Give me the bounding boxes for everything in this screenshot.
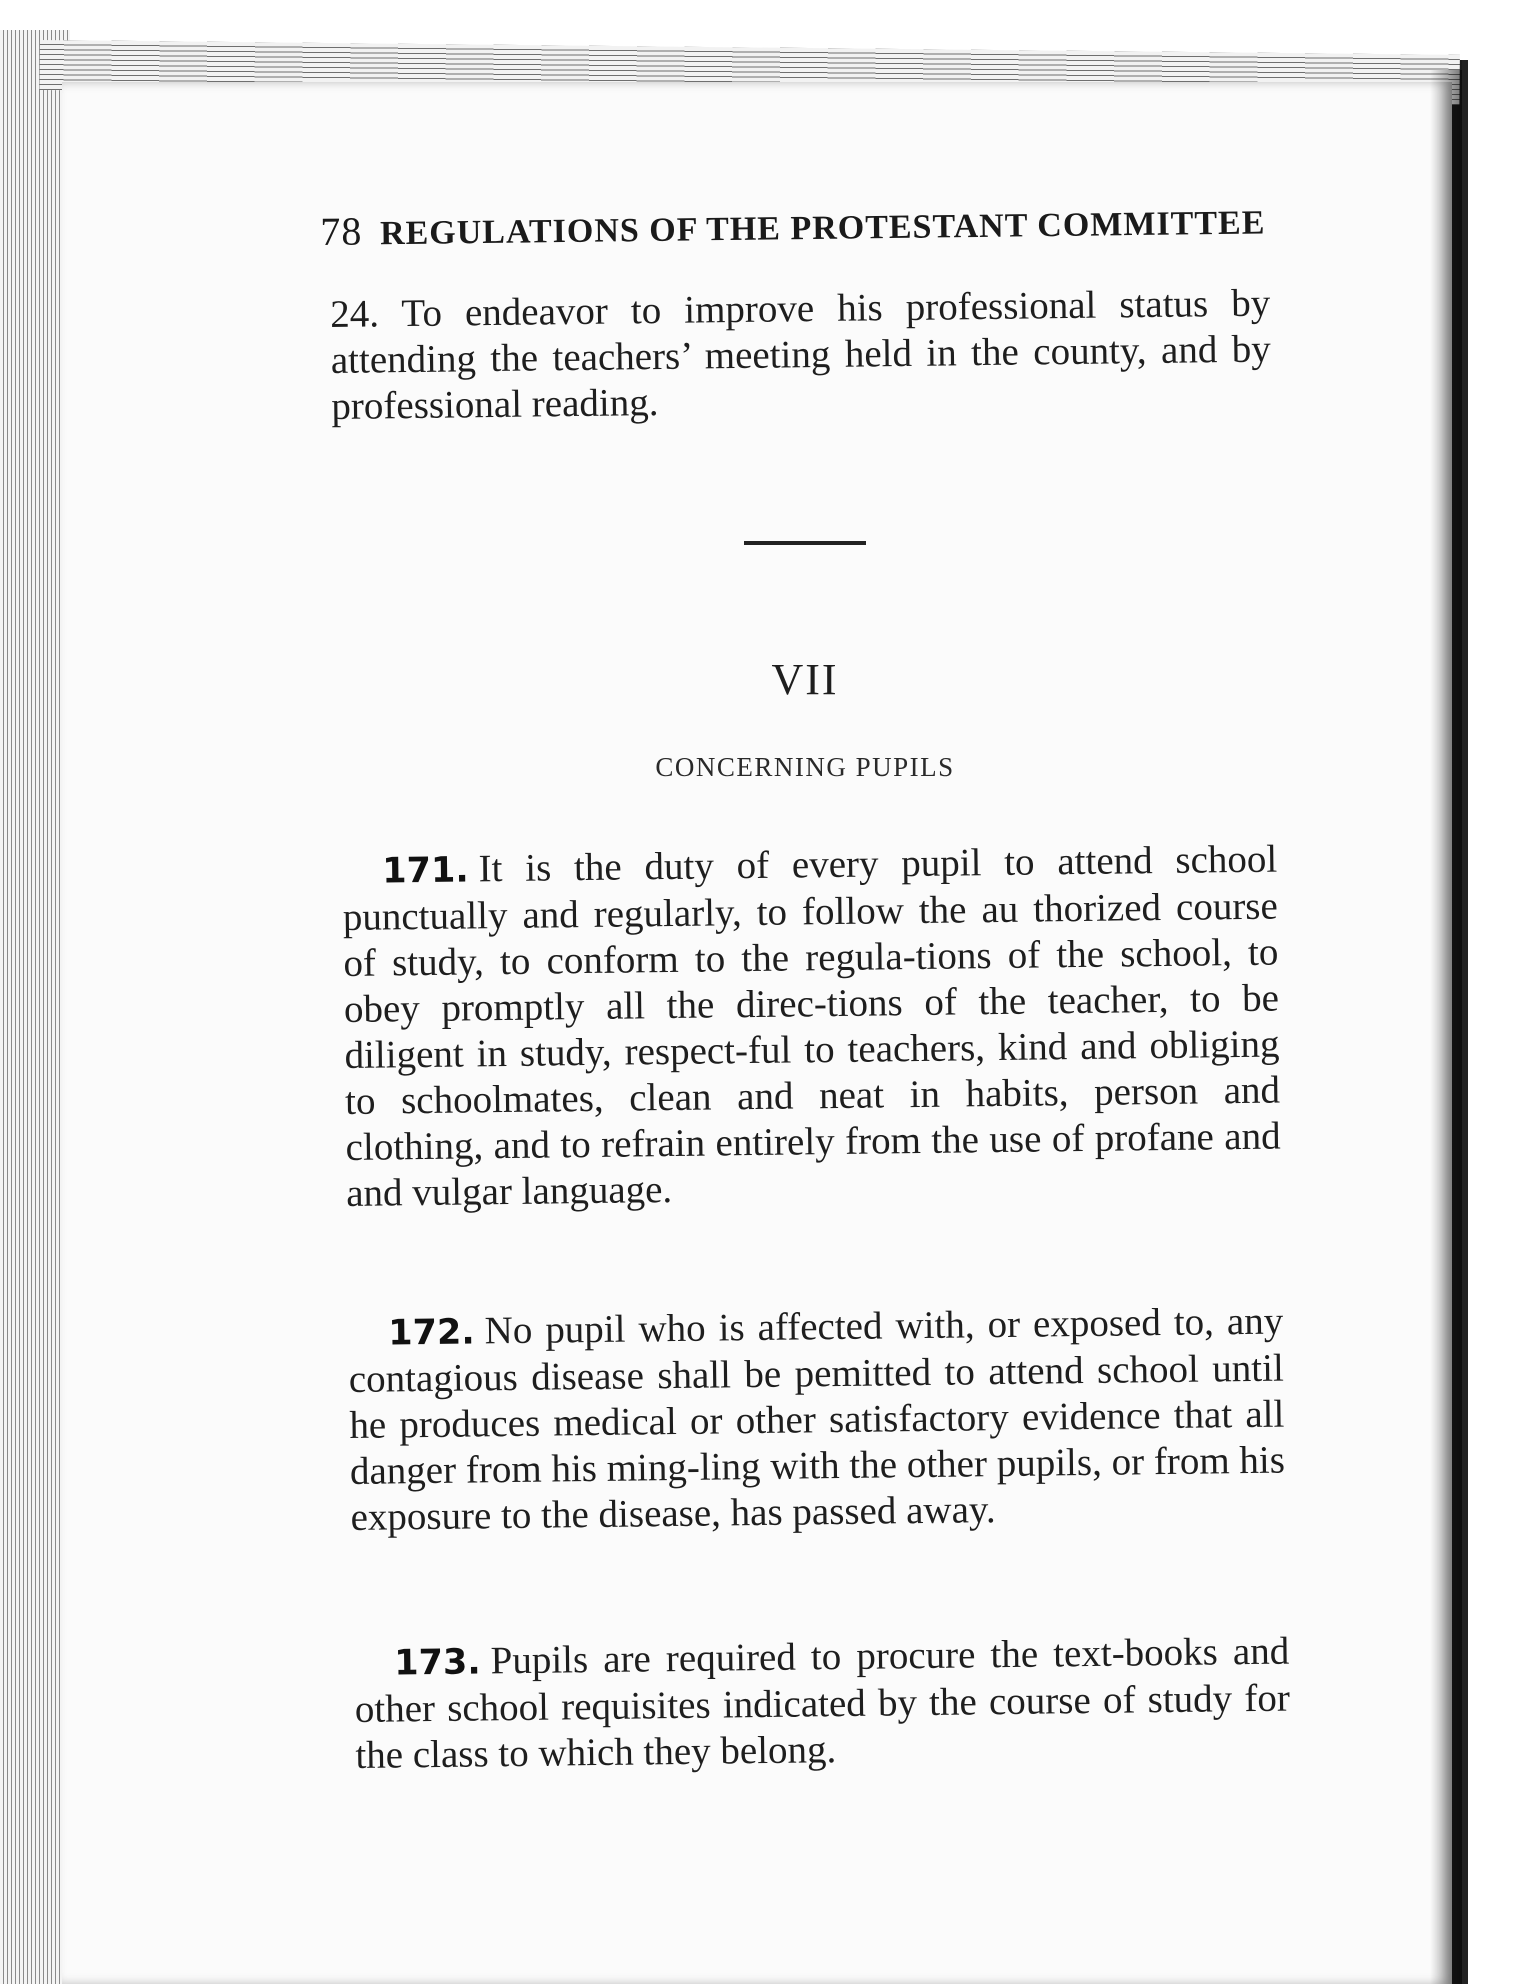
page-stack-left-edge — [0, 30, 70, 1984]
article-text: Pupils are required to procure the text-books and other school requisites indicated by the course of study for the class to which they belong. — [354, 1629, 1291, 1777]
article-number: 171. — [382, 850, 469, 892]
chapter-title: CONCERNING PUPILS — [655, 752, 955, 782]
article-number: 172. — [388, 1312, 475, 1354]
page-number: 78 — [320, 208, 363, 254]
article-text: No pupil who is affected with, or exposed to, any contagious disease shall be pemitted to attend school until he produces medical or other satisfactory evidence that all danger from his ming-ling with the other pupils, or from his exposure to the disease, has passed away. — [348, 1299, 1286, 1539]
section-divider — [744, 541, 866, 545]
running-header-title: REGULATIONS OF THE PROTESTANT COMMITTEE — [379, 204, 1266, 253]
article-text: It is the duty of every pupil to attend school punctually and regularly, to follow the au thorized course of study, to conform to the regula-tions of the school, to obey promptly all the direc-tions of the teacher, to be diligent in study, respect-ful to teachers, kind and obliging to schoolmates, clean and neat in habits, person and clothing, and to refrain entirely from the use of profane and and vulgar language. — [342, 837, 1281, 1215]
article-171 — [342, 837, 1281, 1217]
chapter-number: VII — [771, 655, 839, 704]
intro-paragraph-text: 24. To endeavor to improve his professional status by attending the teachers’ meeting held in the county, and by professional reading. — [330, 281, 1272, 428]
gutter-shadow — [1430, 70, 1464, 1984]
facing-page-strip — [1462, 60, 1528, 1984]
intro-paragraph — [330, 281, 1272, 430]
article-172 — [348, 1299, 1286, 1541]
article-number: 173. — [394, 1642, 481, 1684]
article-173 — [354, 1629, 1291, 1779]
